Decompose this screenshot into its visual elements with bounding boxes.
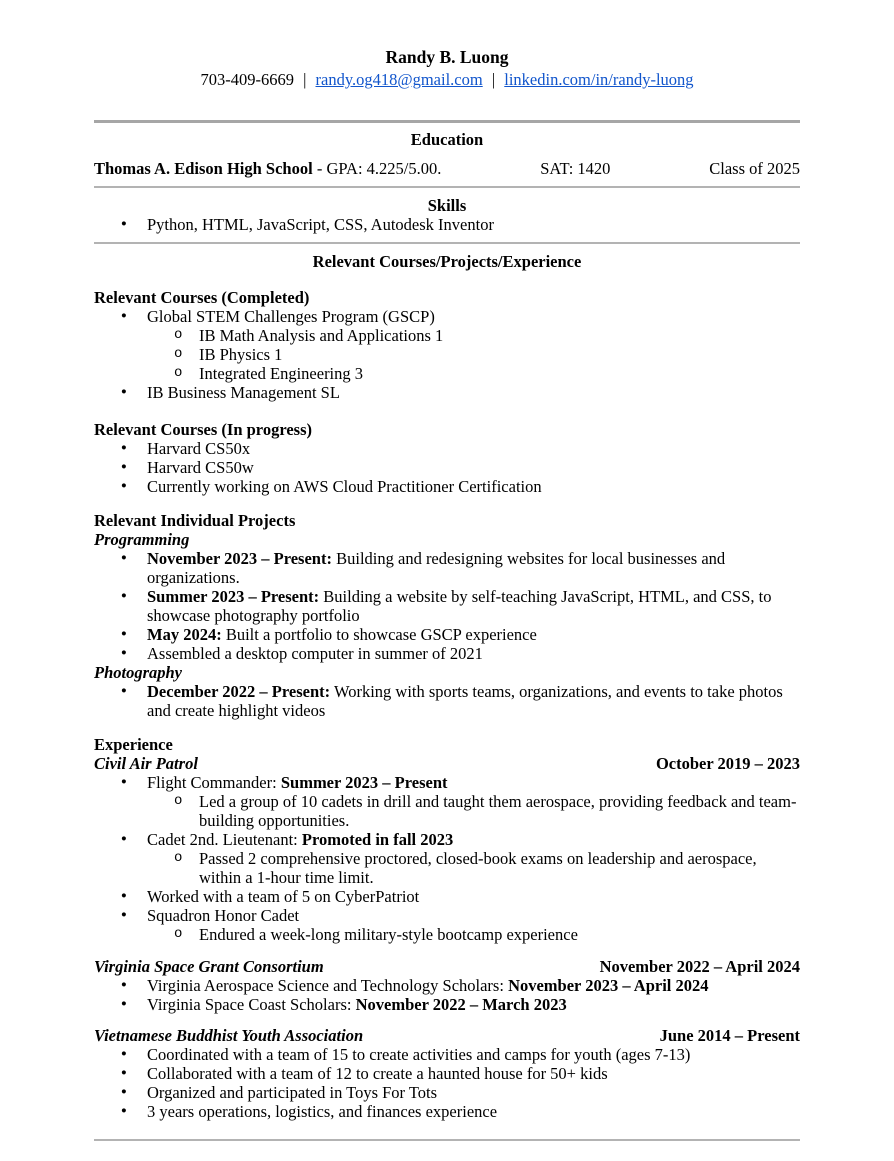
experience-item: ● Coordinated with a team of 15 to create activities and camps for youth (ages 7-13) <box>94 1045 800 1064</box>
gpa-text: - GPA: 4.225/5.00. <box>312 159 442 178</box>
project-text: Building a website by self-teaching JavaScript, HTML, and CSS, to showcase photography portfolio <box>147 587 772 625</box>
experience-subitem: o Passed 2 comprehensive proctored, closed-book exams on leadership and aerospace, within a 1-hour time limit. <box>94 849 800 887</box>
experience-item <box>94 976 800 995</box>
course-item: ● IB Business Management SL <box>94 383 800 402</box>
sub-course-item: o IB Math Analysis and Applications 1 <box>94 326 800 345</box>
project-item <box>94 644 800 663</box>
project-item <box>94 682 800 720</box>
sub-course-item: o IB Physics 1 <box>94 345 800 364</box>
role-dates: Promoted in fall 2023 <box>301 830 454 849</box>
org-dates: June 2014 – Present <box>659 1026 800 1045</box>
education-row <box>94 159 800 178</box>
experience-item <box>94 995 800 1014</box>
project-item <box>94 587 800 625</box>
course-item: ● Harvard CS50x <box>94 439 800 458</box>
project-text: Built a portfolio to showcase GSCP experience <box>221 625 537 644</box>
experience-section <box>94 735 800 1121</box>
phone-number: 703-409-6669 <box>200 70 294 89</box>
header-name: Randy B. Luong <box>385 47 509 67</box>
experience-heading: Experience <box>94 735 173 754</box>
experience-subitem: o Endured a week-long military-style bootcamp experience <box>94 925 800 944</box>
project-item <box>94 625 800 644</box>
org-name: Virginia Space Grant Consortium <box>94 957 324 976</box>
role-text: Cadet 2nd. Lieutenant: <box>147 830 302 849</box>
courses-inprogress-section <box>94 420 800 496</box>
experience-item <box>94 830 800 849</box>
courses-inprogress-heading: Relevant Courses (In progress) <box>94 420 313 439</box>
project-date: November 2023 – Present: <box>147 549 332 568</box>
courses-completed-heading: Relevant Courses (Completed) <box>94 288 310 307</box>
course-item: ● Harvard CS50w <box>94 458 800 477</box>
experience-item: ● Collaborated with a team of 12 to create a haunted house for 50+ kids <box>94 1064 800 1083</box>
separator: | <box>303 70 307 89</box>
org-dates: October 2019 – 2023 <box>655 754 800 773</box>
section-divider <box>94 242 800 244</box>
project-item <box>94 549 800 587</box>
role-dates: Summer 2023 – Present <box>280 773 448 792</box>
section-divider <box>94 120 800 123</box>
photography-subheading: Photography <box>94 663 183 682</box>
main-section-heading: Relevant Courses/Projects/Experience <box>312 252 582 271</box>
projects-section <box>94 511 800 720</box>
role-text: Flight Commander: <box>147 773 281 792</box>
section-divider <box>94 186 800 188</box>
school-info <box>94 159 441 178</box>
org-dates: November 2022 – April 2024 <box>599 957 800 976</box>
role-text: Virginia Aerospace Science and Technology Scholars: <box>147 976 509 995</box>
education-heading: Education <box>410 130 484 149</box>
org-row <box>94 1026 800 1045</box>
contact-line <box>94 70 800 89</box>
skill-item: ● Python, HTML, JavaScript, CSS, Autodesk Inventor <box>94 215 800 234</box>
email-link[interactable]: randy.og418@gmail.com <box>315 70 483 89</box>
linkedin-link[interactable]: linkedin.com/in/randy-luong <box>504 70 694 89</box>
experience-subitem: o Led a group of 10 cadets in drill and taught them aerospace, providing feedback and team-building opportunities. <box>94 792 800 830</box>
role-dates: November 2022 – March 2023 <box>355 995 567 1014</box>
experience-item: ● Organized and participated in Toys For Tots <box>94 1083 800 1102</box>
skills-heading: Skills <box>427 196 467 215</box>
experience-item <box>94 773 800 792</box>
role-text: Virginia Space Coast Scholars: <box>147 995 356 1014</box>
projects-heading: Relevant Individual Projects <box>94 511 296 530</box>
project-text: Working with sports teams, organizations, and events to take photos and create highlight videos <box>147 682 783 720</box>
experience-item: ● 3 years operations, logistics, and finances experience <box>94 1102 800 1121</box>
project-date: May 2024: <box>147 625 222 644</box>
org-name: Vietnamese Buddhist Youth Association <box>94 1026 364 1045</box>
courses-completed-section <box>94 288 800 402</box>
programming-subheading: Programming <box>94 530 190 549</box>
project-text: Building and redesigning websites for local businesses and organizations. <box>147 549 726 587</box>
section-divider <box>94 1139 800 1141</box>
project-date: Summer 2023 – Present: <box>147 587 320 606</box>
experience-item: ● Squadron Honor Cadet <box>94 906 800 925</box>
sub-course-item: o Integrated Engineering 3 <box>94 364 800 383</box>
experience-item: ● Worked with a team of 5 on CyberPatriot <box>94 887 800 906</box>
role-dates: November 2023 – April 2024 <box>508 976 709 995</box>
class-of: Class of 2025 <box>709 159 800 178</box>
separator: | <box>491 70 496 89</box>
org-row <box>94 754 800 773</box>
project-text: Assembled a desktop computer in summer of 2021 <box>147 644 483 663</box>
course-item: ● Global STEM Challenges Program (GSCP) <box>94 307 800 326</box>
org-name: Civil Air Patrol <box>94 754 198 773</box>
org-row <box>94 957 800 976</box>
project-date: December 2022 – Present: <box>147 682 331 701</box>
school-name: Thomas A. Edison High School <box>94 159 313 178</box>
course-item: ● Currently working on AWS Cloud Practitioner Certification <box>94 477 800 496</box>
sat-score: SAT: 1420 <box>540 159 611 178</box>
